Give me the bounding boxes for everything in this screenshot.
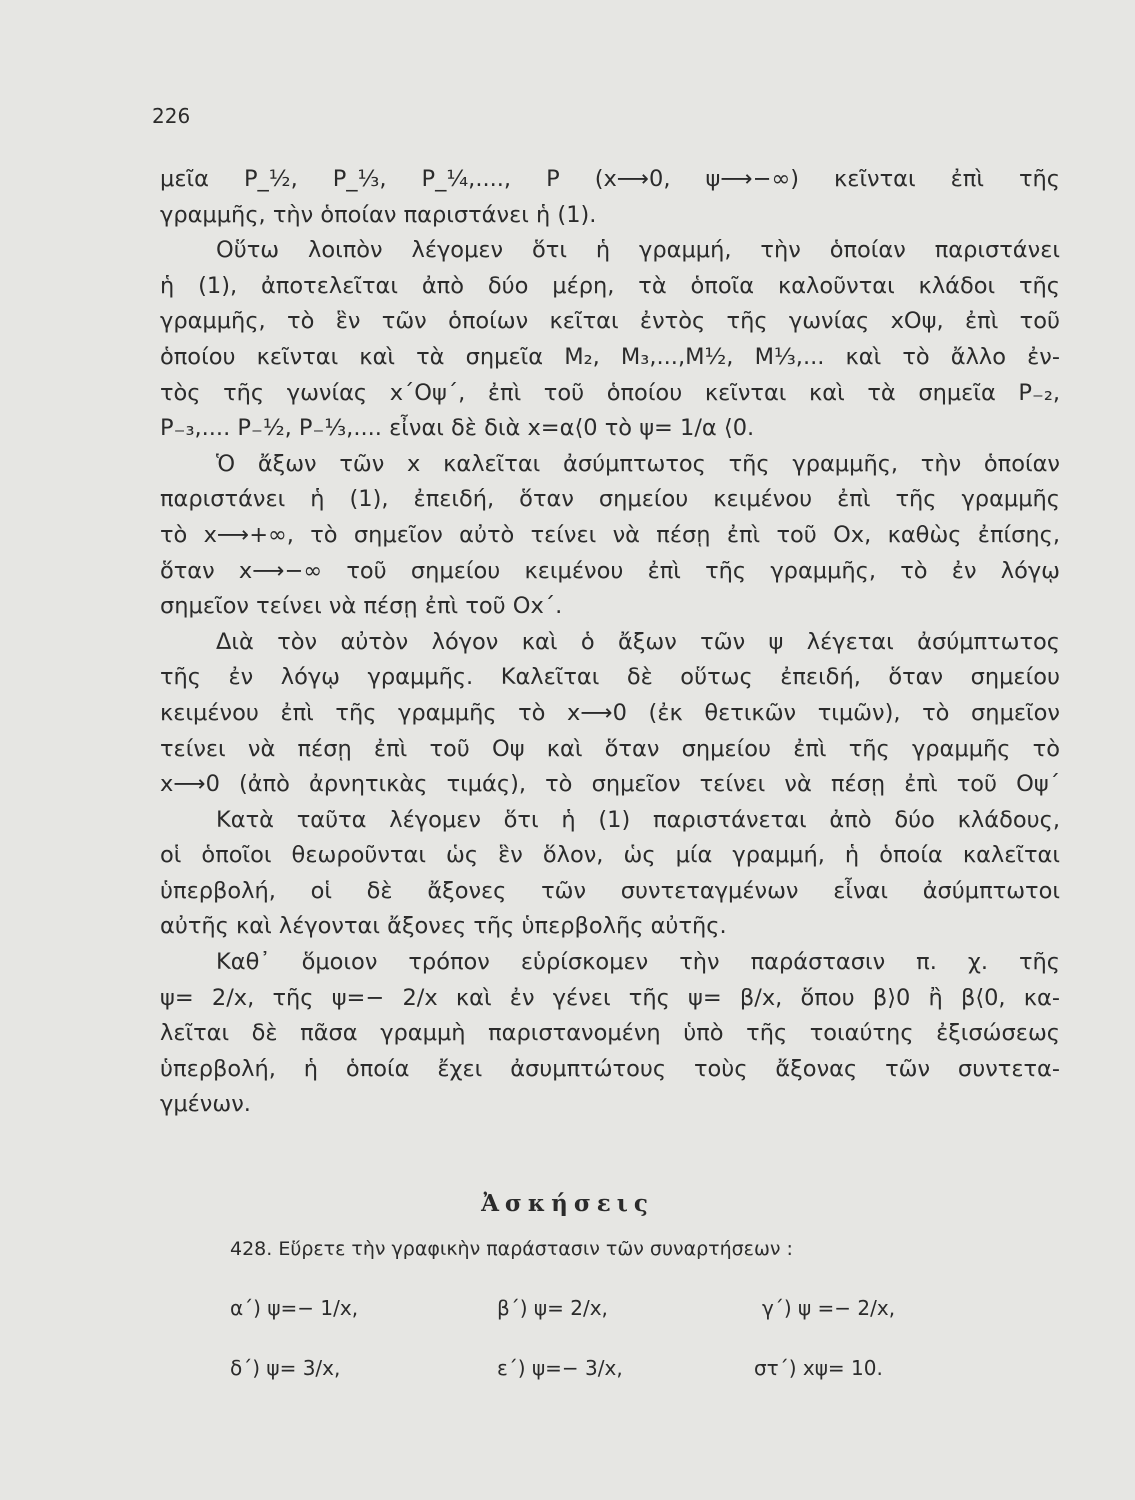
text-line: ὁποίου κεῖνται καὶ τὰ σημεῖα M₂, M₃,...,M½, M⅓,... καὶ τὸ ἄλλο ἐν- [160, 343, 1060, 370]
text-line: τῆς ἐν λόγῳ γραμμῆς. Καλεῖται δὲ οὕτως ἐπειδή, ὅταν σημείου [160, 664, 1060, 691]
exercise-item: β΄) ψ= 2/x, [497, 1296, 608, 1320]
body-text [160, 162, 1060, 1123]
page-number: 226 [152, 104, 191, 128]
text-line: Ὁ ἄξων τῶν x καλεῖται ἀσύμπτωτος τῆς γραμμῆς, τὴν ὁποίαν [216, 450, 1060, 477]
exercise-item: α΄) ψ=− 1/x, [230, 1296, 359, 1320]
text-line: λεῖται δὲ πᾶσα γραμμὴ παριστανομένη ὑπὸ τῆς τοιαύτης ἐξισώσεως [160, 1020, 1060, 1047]
text-line: ὑπερβολή, οἱ δὲ ἄξονες τῶν συντεταγμένων εἶναι ἀσύμπτωτοι [160, 877, 1060, 904]
exercise-item: δ΄) ψ= 3/x, [230, 1356, 341, 1380]
exercise-intro: 428. Εὕρετε τὴν γραφικὴν παράστασιν τῶν συναρτήσεων : [230, 1238, 793, 1260]
exercise-item: ε΄) ψ=− 3/x, [497, 1356, 623, 1380]
text-line: τὸ x⟶+∞, τὸ σημεῖον αὐτὸ τείνει νὰ πέσῃ ἐπὶ τοῦ Ox, καθὼς ἐπίσης, [160, 521, 1060, 548]
text-line: αὐτῆς καὶ λέγονται ἄξονες τῆς ὑπερβολῆς αὐτῆς. [160, 913, 727, 940]
text-line: γραμμῆς, τὸ ἓν τῶν ὁποίων κεῖται ἐντὸς τῆς γωνίας xOψ, ἐπὶ τοῦ [160, 308, 1060, 335]
text-line: x⟶0 (ἀπὸ ἀρνητικὰς τιμάς), τὸ σημεῖον τείνει νὰ πέσῃ ἐπὶ τοῦ Oψ΄ [160, 771, 1060, 798]
section-heading: Ἀσκήσεις [481, 1190, 654, 1217]
text-line: κειμένου ἐπὶ τῆς γραμμῆς τὸ x⟶0 (ἐκ θετικῶν τιμῶν), τὸ σημεῖον [160, 699, 1060, 726]
text-line: μεῖα P_½, P_⅓, P_¼,...., P (x⟶0, ψ⟶−∞) κεῖνται ἐπὶ τῆς [160, 166, 1060, 192]
text-line: ἡ (1), ἀποτελεῖται ἀπὸ δύο μέρη, τὰ ὁποῖα καλοῦνται κλάδοι τῆς [160, 272, 1060, 299]
text-line: σημεῖον τείνει νὰ πέσῃ ἐπὶ τοῦ Ox΄. [160, 593, 563, 620]
text-line: τείνει νὰ πέσῃ ἐπὶ τοῦ Oψ καὶ ὅταν σημείου ἐπὶ τῆς γραμμῆς τὸ [160, 735, 1060, 762]
text-line: Κατὰ ταῦτα λέγομεν ὅτι ἡ (1) παριστάνεται ἀπὸ δύο κλάδους, [216, 806, 1060, 833]
text-line: γραμμῆς, τὴν ὁποίαν παριστάνει ἡ (1). [160, 201, 597, 228]
text-line: οἱ ὁποῖοι θεωροῦνται ὡς ἓν ὅλον, ὡς μία γραμμή, ἡ ὁποία καλεῖται [160, 842, 1060, 869]
text-line: τὸς τῆς γωνίας x΄Oψ΄, ἐπὶ τοῦ ὁποίου κεῖνται καὶ τὰ σημεῖα P₋₂, [160, 379, 1060, 406]
text-line: Καθ᾿ ὅμοιον τρόπον εὑρίσκομεν τὴν παράστασιν π. χ. τῆς [216, 949, 1060, 976]
text-line: ψ= 2/x, τῆς ψ=− 2/x καὶ ἐν γένει τῆς ψ= β/x, ὅπου β⟩0 ἢ β⟨0, κα- [160, 984, 1060, 1011]
text-line: ὅταν x⟶−∞ τοῦ σημείου κειμένου ἐπὶ τῆς γραμμῆς, τὸ ἐν λόγῳ [160, 557, 1060, 584]
text-line: Οὕτω λοιπὸν λέγομεν ὅτι ἡ γραμμή, τὴν ὁποίαν παριστάνει [216, 237, 1060, 264]
text-line: γμένων. [160, 1091, 251, 1118]
exercise-item: στ΄) xψ= 10. [754, 1356, 883, 1380]
text-line: παριστάνει ἡ (1), ἐπειδή, ὅταν σημείου κειμένου ἐπὶ τῆς γραμμῆς [160, 486, 1060, 513]
exercise-item: γ΄) ψ =− 2/x, [762, 1296, 896, 1320]
text-line: P₋₃,.... P₋½, P₋⅓,.... εἶναι δὲ διὰ x=α⟨0 τὸ ψ= 1/α ⟨0. [160, 415, 755, 442]
text-line: Διὰ τὸν αὐτὸν λόγον καὶ ὁ ἄξων τῶν ψ λέγεται ἀσύμπτωτος [216, 628, 1060, 655]
text-line: ὑπερβολή, ἡ ὁποία ἔχει ἀσυμπτώτους τοὺς ἄξονας τῶν συντετα- [160, 1055, 1060, 1082]
